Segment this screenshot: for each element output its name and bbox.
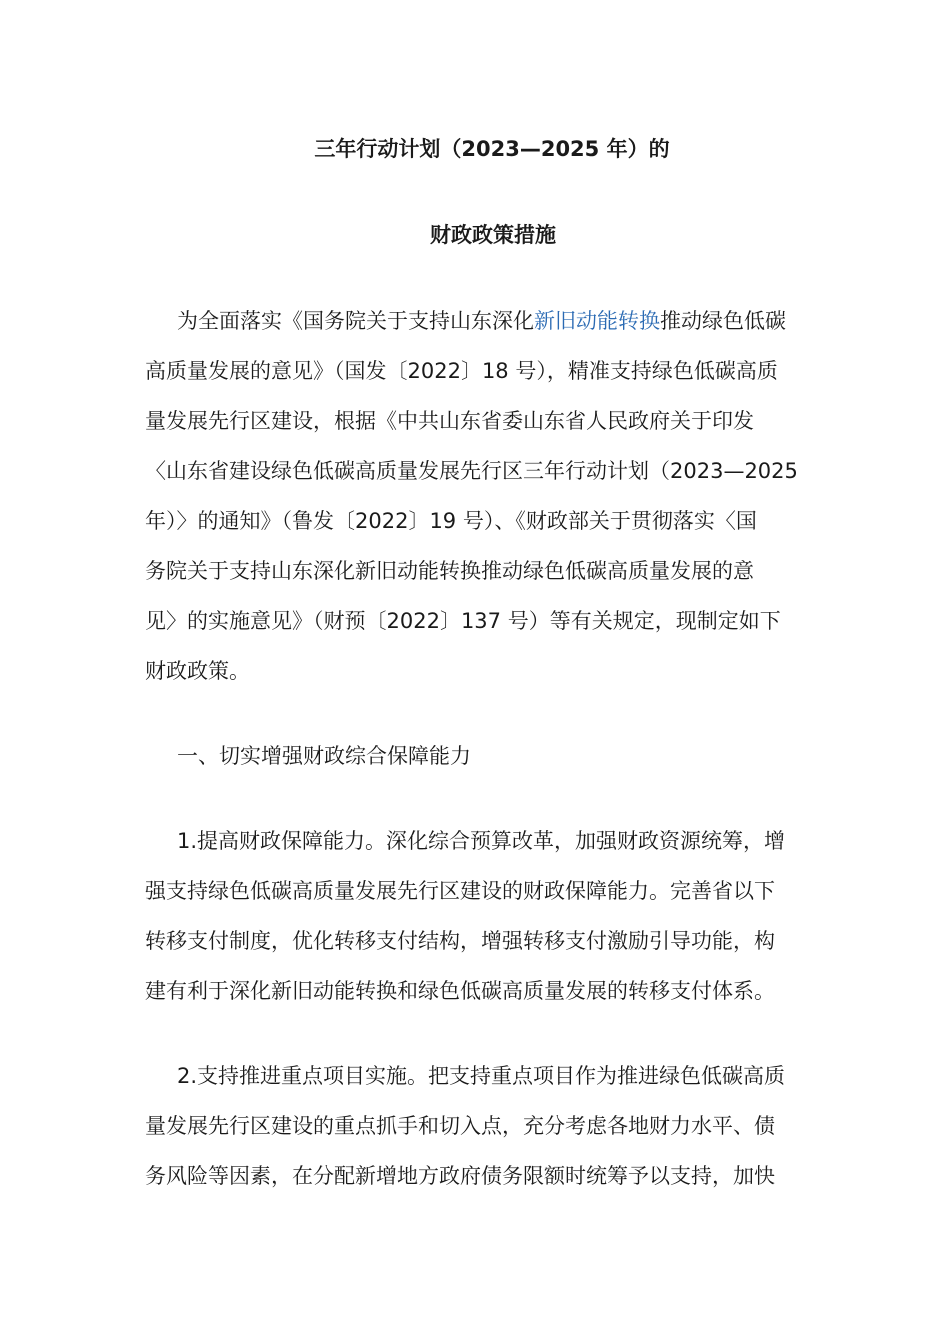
item-2-line-2: 量发展先行区建设的重点抓手和切入点，充分考虑各地财力水平、债 (145, 1114, 775, 1138)
intro-line-1 (177, 306, 857, 336)
intro-line-6: 务院关于支持山东深化新旧动能转换推动绿色低碳高质量发展的意 (145, 559, 754, 583)
item-2-line-3: 务风险等因素，在分配新增地方政府债务限额时统筹予以支持，加快 (145, 1164, 775, 1188)
intro-line-4: 〈山东省建设绿色低碳高质量发展先行区三年行动计划（2023—2025 (145, 459, 798, 483)
document-title-line-1: 三年行动计划（2023—2025 年）的 (314, 137, 670, 161)
item-1-line-1: 1.提高财政保障能力。深化综合预算改革，加强财政资源统筹，增 (177, 829, 786, 853)
document-title-line-2: 财政政策措施 (430, 223, 556, 247)
intro-text-after-link: 推动绿色低碳 (660, 309, 786, 333)
intro-line-8: 财政政策。 (145, 659, 250, 683)
item-2-line-1: 2.支持推进重点项目实施。把支持重点项目作为推进绿色低碳高质 (177, 1064, 786, 1088)
item-1-line-2: 强支持绿色低碳高质量发展先行区建设的财政保障能力。完善省以下 (145, 879, 775, 903)
item-1-line-3: 转移支付制度，优化转移支付结构，增强转移支付激励引导功能，构 (145, 929, 775, 953)
section-1-heading: 一、切实增强财政综合保障能力 (177, 744, 471, 768)
intro-line-2: 高质量发展的意见》（国发〔2022〕18 号），精准支持绿色低碳高质 (145, 359, 778, 383)
intro-line-5: 年）〉的通知》（鲁发〔2022〕19 号）、《财政部关于贯彻落实〈国 (145, 509, 757, 533)
intro-line-7: 见〉的实施意见》（财预〔2022〕137 号）等有关规定，现制定如下 (145, 609, 781, 633)
intro-text-before-link: 为全面落实《国务院关于支持山东深化 (177, 309, 534, 333)
intro-link[interactable]: 新旧动能转换 (534, 309, 660, 333)
intro-line-3: 量发展先行区建设，根据《中共山东省委山东省人民政府关于印发 (145, 409, 754, 433)
item-1-line-4: 建有利于深化新旧动能转换和绿色低碳高质量发展的转移支付体系。 (145, 979, 775, 1003)
